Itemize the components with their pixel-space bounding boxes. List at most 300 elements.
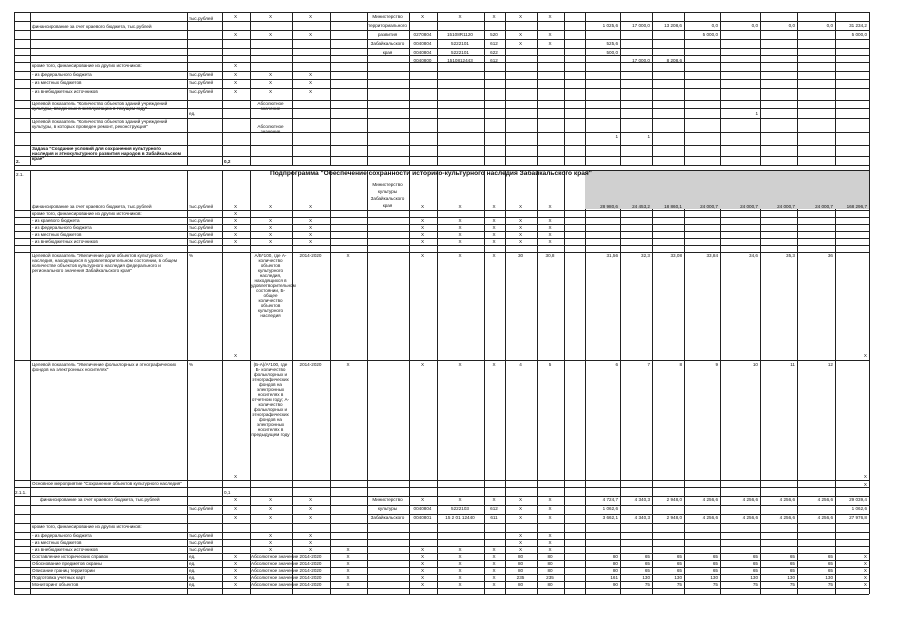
unit-label: тыс.рублей xyxy=(189,80,214,85)
cell-text: X xyxy=(492,568,496,573)
cell-text: X xyxy=(308,547,313,552)
year-value: 24 000,7 xyxy=(777,204,795,209)
cell-text: X xyxy=(492,218,496,223)
cell-text: X xyxy=(518,540,523,545)
main-event-weight: 0,1 xyxy=(224,490,231,495)
cell-text: X xyxy=(268,225,273,230)
cell-text: X xyxy=(458,561,462,566)
cell-text: X xyxy=(420,547,425,552)
cell-text: X xyxy=(346,362,350,367)
x-mark: X xyxy=(863,575,867,580)
unit-label: ед. xyxy=(189,111,196,116)
year-value: 27 976,8 xyxy=(849,515,867,520)
cell-text: X xyxy=(492,225,496,230)
cell-text: X xyxy=(420,568,425,573)
cell-text: X xyxy=(233,211,238,216)
cell-text: X xyxy=(233,89,238,94)
subprogram-number: 2.1. xyxy=(16,172,24,177)
cell-text: X xyxy=(233,72,238,77)
cell-text: X xyxy=(308,225,313,230)
unit-label: тыс.рублей xyxy=(189,239,214,244)
period: 2014-2020 xyxy=(299,561,322,566)
year-value: 24 000,7 xyxy=(815,204,833,209)
grid-line xyxy=(684,170,685,594)
cell-text: X xyxy=(233,554,238,559)
year-value: 75 xyxy=(644,582,650,587)
grid-line xyxy=(187,12,188,165)
cell-text: X xyxy=(458,14,462,19)
grid-line xyxy=(585,170,586,594)
cell-text: X xyxy=(518,204,523,209)
cell-text: X xyxy=(233,204,238,209)
grid-line xyxy=(14,245,869,246)
unit-label: тыс.рублей xyxy=(189,232,214,237)
cell-text: 80 xyxy=(517,568,524,573)
cell-text: X xyxy=(268,89,273,94)
cell-text: X xyxy=(346,547,350,552)
year-value: 1 xyxy=(615,134,618,139)
year-value: 65 xyxy=(752,561,758,566)
cell-text: X xyxy=(420,232,425,237)
value-type: Абсолютное значение xyxy=(257,101,284,111)
year-value: 65 xyxy=(644,561,650,566)
unit-label: тыс.рублей xyxy=(189,218,214,223)
cell-text: X xyxy=(268,497,273,502)
cell-text: X xyxy=(308,540,313,545)
grid-line xyxy=(14,165,15,170)
grid-line xyxy=(14,165,869,166)
cell-text: X xyxy=(518,239,523,244)
year-value: 80 xyxy=(612,561,618,566)
cell-text: X xyxy=(268,533,273,538)
source-local: - из местных бюджетов xyxy=(32,80,82,85)
source-row: - из федерального бюджета xyxy=(32,225,92,230)
cell-text: 0040804 xyxy=(413,506,432,511)
grid-line xyxy=(720,170,721,594)
year-value: 35,3 xyxy=(786,253,795,258)
x-mark: X xyxy=(863,561,867,566)
cell-text: 612 xyxy=(490,58,498,63)
year-value: 130 xyxy=(642,575,650,580)
fin-label: финансирование за счет краевого бюджета, тыс.рублей xyxy=(32,204,152,209)
cell-text: 520 xyxy=(490,32,498,37)
grid-line xyxy=(564,12,565,165)
year-value: 65 xyxy=(789,554,795,559)
cell-text: X xyxy=(458,362,462,367)
other-sources-title: кроме того, финансирование из других источников: xyxy=(32,524,142,529)
target-indicator-text: Целевой показатель "Увеличение доли объектов культурного наследия, находящихся в удовлетворительном состоянии, в общем количестве объектов культурного наследия федерального и регионального значения Забайкальского края" xyxy=(32,253,178,273)
cell-text: 1510812443 xyxy=(447,58,473,63)
grid-line xyxy=(14,539,869,540)
x-mark: X xyxy=(863,568,867,573)
year-value: 2 948,0 xyxy=(666,515,682,520)
grid-line xyxy=(869,12,870,165)
cell-text: 622 xyxy=(490,50,498,55)
year-value: 28 980,6 xyxy=(600,204,618,209)
cell-text: X xyxy=(308,515,313,520)
target-indicator-text: Целевой показатель "Количество объектов зданий учреждений культуры, введенных в эксплуатацию в текущем году" xyxy=(32,101,168,111)
task-number: 2. xyxy=(16,159,20,164)
ministry-name: Министерство xyxy=(372,182,403,187)
year-value: 130 xyxy=(750,575,758,580)
grid-line xyxy=(330,170,331,594)
cell-text: 4 xyxy=(519,362,522,367)
cell-text: 80 xyxy=(547,582,553,587)
cell-text: X xyxy=(458,225,462,230)
year-value: 525,6 xyxy=(606,41,618,46)
cell-text: X xyxy=(308,204,313,209)
grid-line xyxy=(14,21,869,22)
year-value: 80 xyxy=(612,554,618,559)
year-value: 75 xyxy=(827,582,833,587)
grid-line xyxy=(869,170,870,594)
cell-text: X xyxy=(346,554,350,559)
cell-text: X xyxy=(420,362,425,367)
year-value: 4 256,6 xyxy=(817,497,833,502)
cell-text: X xyxy=(233,218,238,223)
activity-name: Составление исторических справок xyxy=(32,554,109,559)
year-value: 4 724,7 xyxy=(602,497,618,502)
year-value: 1 062,6 xyxy=(851,506,867,511)
cell-text: 612 xyxy=(490,506,498,511)
cell-text: X xyxy=(518,218,523,223)
value-type: Абсолютное значение xyxy=(251,568,299,573)
cell-text: 235 xyxy=(516,575,525,580)
cell-text: 5 xyxy=(548,362,552,367)
cell-text: X xyxy=(492,239,496,244)
value-type: Абсолютное значение xyxy=(257,124,284,134)
year-value: 75 xyxy=(712,582,718,587)
grid-line xyxy=(652,170,653,594)
cell-text: 5222101 xyxy=(451,41,469,46)
fin-label: финансирование за счет краевого бюджета, тыс.рублей xyxy=(32,24,152,29)
year-value: 8 208,6 xyxy=(666,58,682,63)
year-value: 5 000,0 xyxy=(702,32,718,37)
unit-label: % xyxy=(189,253,194,258)
year-value: 0,0 xyxy=(711,23,718,28)
year-value: 65 xyxy=(827,568,833,573)
year-value: 168 296,7 xyxy=(846,204,867,209)
year-value: 500,0 xyxy=(606,50,618,55)
grid-line xyxy=(14,55,869,56)
cell-text: 0040800 xyxy=(413,58,432,63)
grid-line xyxy=(14,170,15,594)
cell-text: X xyxy=(233,474,238,479)
value-type: Абсолютное значение xyxy=(251,582,299,587)
cell-text: 15 2 01 12440 xyxy=(445,515,475,520)
cell-text: X xyxy=(233,63,238,68)
year-value: 33,84 xyxy=(706,253,718,258)
cell-text: X xyxy=(548,32,552,37)
ministry-name: развития xyxy=(377,32,398,37)
cell-text: X xyxy=(268,14,273,19)
cell-text: 30,8 xyxy=(545,253,555,258)
cell-text: X xyxy=(308,506,313,511)
cell-text: X xyxy=(492,253,496,258)
cell-text: X xyxy=(458,253,462,258)
period: 2014-2020 xyxy=(299,554,322,559)
cell-text: X xyxy=(458,497,462,502)
cell-text: X xyxy=(492,14,496,19)
cell-text: 15108R1120 xyxy=(447,32,473,37)
unit-label: ед. xyxy=(189,582,196,587)
cell-text: X xyxy=(492,554,496,559)
cell-text: X xyxy=(268,540,273,545)
ministry-name: культуры xyxy=(377,506,398,511)
cell-text: X xyxy=(233,506,238,511)
grid-line xyxy=(330,12,331,165)
year-value: 130 xyxy=(825,575,833,580)
cell-text: X xyxy=(548,14,552,19)
year-value: 65 xyxy=(827,561,833,566)
cell-text: X xyxy=(420,561,425,566)
grid-line xyxy=(14,71,869,72)
cell-text: X xyxy=(548,515,552,520)
ministry-name: края xyxy=(382,50,393,55)
grid-line xyxy=(14,594,869,595)
cell-text: X xyxy=(548,204,552,209)
source-row: - из местных бюджетов xyxy=(32,540,82,545)
value-type: Абсолютное значение xyxy=(251,554,299,559)
cell-text: X xyxy=(308,218,313,223)
cell-text: X xyxy=(492,547,496,552)
cell-text: 5222103 xyxy=(451,506,469,511)
cell-text: X xyxy=(420,239,425,244)
unit-label: ед. xyxy=(189,561,196,566)
cell-text: 0040804 xyxy=(413,41,432,46)
cell-text: X xyxy=(346,575,350,580)
cell-text: 80 xyxy=(547,554,553,559)
grid-line xyxy=(367,170,368,594)
grid-line xyxy=(14,39,869,40)
cell-text: X xyxy=(346,582,350,587)
source-row: - из внебюджетных источников xyxy=(32,547,98,552)
year-value: 24 000,7 xyxy=(740,204,758,209)
year-value: 4 340,3 xyxy=(634,497,650,502)
grid-line xyxy=(797,170,798,594)
year-value: 13 208,6 xyxy=(664,23,682,28)
ministry-name: Забайкальского xyxy=(370,515,405,520)
year-value: 80 xyxy=(612,568,618,573)
activity-name: Мониторинг объектов xyxy=(32,582,79,587)
year-value: 130 xyxy=(674,575,682,580)
cell-text: X xyxy=(492,497,496,502)
ministry-name: территориального xyxy=(368,23,407,28)
ministry-name: Забайкальского xyxy=(370,41,405,46)
grid-line xyxy=(869,165,870,170)
grid-line xyxy=(14,30,869,31)
x-mark: X xyxy=(863,353,867,358)
cell-text: 611 xyxy=(490,515,498,520)
year-value: 65 xyxy=(752,554,758,559)
source-row: - из федерального бюджета xyxy=(32,533,92,538)
cell-text: X xyxy=(458,232,462,237)
cell-text: X xyxy=(268,72,273,77)
cell-text: X xyxy=(518,506,523,511)
cell-text: X xyxy=(518,533,523,538)
cell-text: X xyxy=(518,497,523,502)
year-value: 0,0 xyxy=(826,23,833,28)
year-value: 32,3 xyxy=(641,253,650,258)
cell-text: 80 xyxy=(517,582,524,587)
year-value: 5 000,0 xyxy=(851,32,867,37)
cell-text: X xyxy=(233,225,238,230)
cell-text: X xyxy=(420,218,425,223)
cell-text: X xyxy=(518,32,523,37)
x-mark: X xyxy=(863,482,867,487)
cell-text: 235 xyxy=(546,575,554,580)
cell-text: X xyxy=(268,80,273,85)
cell-text: X xyxy=(548,218,552,223)
cell-text: X xyxy=(308,32,313,37)
fin-label: финансирование за счет краевого бюджета, тыс.рублей xyxy=(40,497,160,502)
cell-text: 80 xyxy=(547,568,553,573)
cell-text: X xyxy=(308,239,313,244)
cell-text: X xyxy=(518,41,523,46)
grid-line xyxy=(14,88,869,89)
cell-text: X xyxy=(458,575,462,580)
formula-text: A/Б*100, где А- количество объектов культурного наследия, находящихся в удовлетворительном состоянии, Б-общее количество объектов культурного наследия xyxy=(251,253,296,318)
unit-label: ед. xyxy=(189,568,196,573)
cell-text: X xyxy=(548,506,552,511)
year-value: 34,6 xyxy=(749,253,758,258)
year-value: 17 000,0 xyxy=(632,58,650,63)
year-value: 10 xyxy=(752,362,758,367)
year-value: 24 000,7 xyxy=(700,204,718,209)
cell-text: X xyxy=(458,218,462,223)
cell-text: X xyxy=(458,582,462,587)
grid-line xyxy=(14,360,869,361)
year-value: 11 xyxy=(790,362,795,367)
grid-line xyxy=(14,132,869,133)
cell-text: X xyxy=(492,575,496,580)
year-value: 17 000,0 xyxy=(632,23,650,28)
unit-label: тыс.рублей xyxy=(189,533,214,538)
cell-text: 5222101 xyxy=(451,50,469,55)
grid-line xyxy=(14,523,869,524)
cell-text: X xyxy=(518,515,523,520)
grid-line xyxy=(14,588,869,589)
year-value: 24 453,2 xyxy=(632,204,650,209)
unit-label: тыс.рублей xyxy=(189,547,214,552)
year-value: 1 xyxy=(755,111,758,116)
year-value: 12 xyxy=(827,362,833,367)
year-value: 9 xyxy=(715,362,718,367)
cell-text: X xyxy=(548,497,552,502)
source-row: - из внебюджетных источников xyxy=(32,239,98,244)
cell-text: X xyxy=(308,497,313,502)
year-value: 8 xyxy=(679,362,682,367)
cell-text: 612 xyxy=(490,41,498,46)
cell-text: X xyxy=(233,575,238,580)
ministry-name: культуры xyxy=(377,189,398,194)
cell-text: X xyxy=(308,14,313,19)
source-row: - из краевого бюджета xyxy=(32,218,80,223)
period: 2014-2020 xyxy=(299,582,322,587)
cell-text: X xyxy=(308,72,313,77)
cell-text: X xyxy=(233,515,238,520)
grid-line xyxy=(14,210,869,211)
unit-label: тыс.рублей xyxy=(189,89,214,94)
grid-line xyxy=(30,170,31,594)
year-value: 4 256,6 xyxy=(779,497,795,502)
cell-text: X xyxy=(268,232,273,237)
ministry-name: Министерство xyxy=(372,497,403,502)
cell-text: X xyxy=(492,582,496,587)
year-value: 4 256,6 xyxy=(742,497,758,502)
year-value: 75 xyxy=(752,582,758,587)
year-value: 36 xyxy=(827,253,833,258)
cell-text: X xyxy=(233,582,238,587)
source-extra: - из внебюджетных источников xyxy=(32,89,98,94)
year-value: 1 025,6 xyxy=(602,23,618,28)
cell-text: X xyxy=(233,232,238,237)
cell-text: 80 xyxy=(517,561,524,566)
cell-text: X xyxy=(233,561,238,566)
year-value: 65 xyxy=(712,561,718,566)
year-value: 18 860,1 xyxy=(664,204,682,209)
grid-line xyxy=(14,79,869,80)
cell-text: X xyxy=(233,568,238,573)
cell-text: X xyxy=(268,506,273,511)
cell-text: X xyxy=(492,204,496,209)
year-value: 130 xyxy=(710,575,718,580)
year-value: 65 xyxy=(789,561,795,566)
year-value: 4 256,6 xyxy=(702,497,718,502)
subprogram-title: Подпрограмма "Обеспечение сохранности историко-культурного наследия Забайкальского края" xyxy=(270,170,592,177)
cell-text: X xyxy=(458,204,462,209)
unit-label: тыс.рублей xyxy=(189,72,214,77)
cell-text: X xyxy=(268,547,273,552)
cell-text: X xyxy=(492,232,496,237)
cell-text: X xyxy=(233,239,238,244)
cell-text: X xyxy=(268,218,273,223)
activity-name: Описание границ территории xyxy=(32,568,95,573)
period: 2014-2020 xyxy=(299,362,322,367)
year-value: 65 xyxy=(676,568,682,573)
cell-text: X xyxy=(233,497,238,502)
unit-label: ед. xyxy=(189,554,196,559)
value-type: Абсолютное значение xyxy=(251,575,299,580)
cell-text: X xyxy=(518,225,523,230)
grid-line xyxy=(30,12,31,165)
cell-text: X xyxy=(420,14,425,19)
year-value: 0,0 xyxy=(751,23,758,28)
cell-text: 0040804 xyxy=(413,50,432,55)
ministry-name: Забайкальского xyxy=(370,196,405,201)
target-indicator-text: Целевой показатель "Увеличение фольклорных и этнографических фондов на электронных носителях" xyxy=(32,362,177,372)
x-mark: X xyxy=(863,474,867,479)
unit-label: тыс.рублей xyxy=(189,225,214,230)
year-value: 0,0 xyxy=(788,23,795,28)
cell-text: X xyxy=(548,547,552,552)
cell-text: X xyxy=(233,353,238,358)
year-value: 65 xyxy=(789,568,795,573)
grid-line xyxy=(14,532,869,533)
grid-line xyxy=(620,170,621,594)
year-value: 65 xyxy=(827,554,833,559)
year-value: 4 256,6 xyxy=(702,515,718,520)
cell-text: X xyxy=(268,515,273,520)
grid-line xyxy=(652,12,653,165)
grid-line xyxy=(14,487,869,488)
cell-text: X xyxy=(458,547,462,552)
other-sources-title: кроме того, финансирование из других источников: xyxy=(32,211,142,216)
period: 2014-2020 xyxy=(299,568,322,573)
cell-text: X xyxy=(233,14,238,19)
year-value: 65 xyxy=(752,568,758,573)
source-fed: - из федерального бюджета xyxy=(32,72,92,77)
